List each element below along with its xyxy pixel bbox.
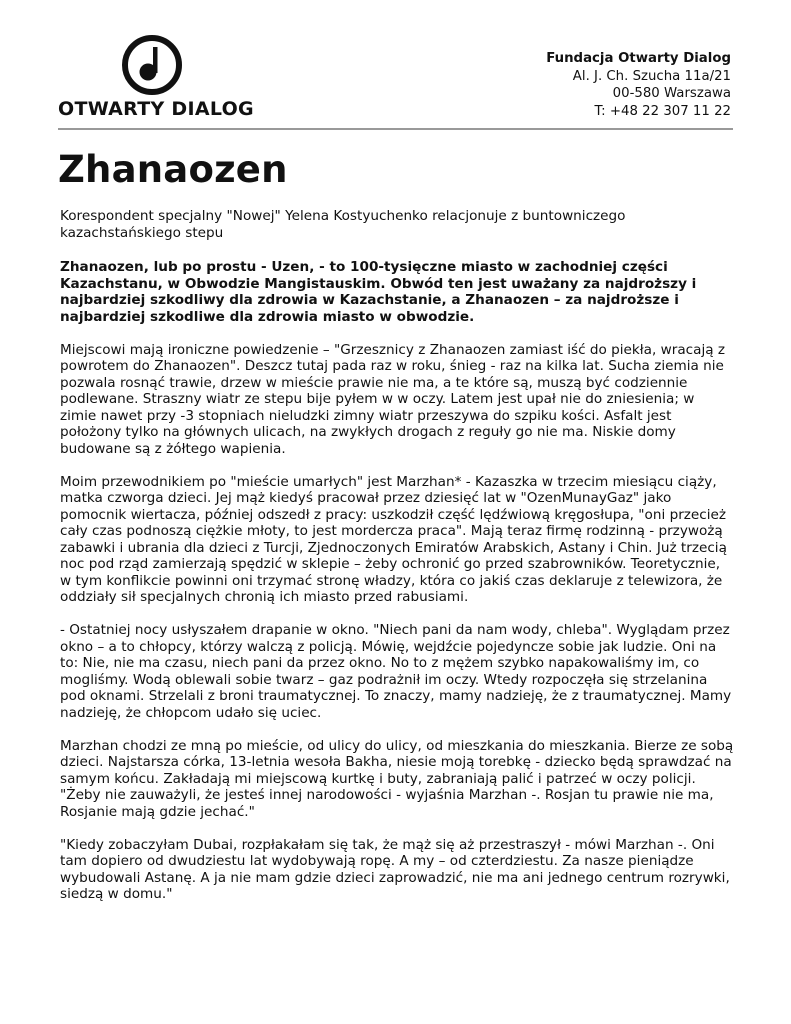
org-name: Fundacja Otwarty Dialog bbox=[546, 51, 731, 66]
paragraph: "Kiedy zobaczyłam Dubai, rozpłakałam się tak, że mąż się aż przestraszył - mówi Marzhan -. Oni tam dopiero od dwudziestu lat wydobywają ropę. A my – od czterdziestu. Za nasze pieniądze wybudowali Astanę. A ja nie mam gdzie dzieci zaprowadzić, nie ma ani jednego centrum rozrywki, siedzą w domu." bbox=[60, 836, 730, 902]
address-line-2: 00-580 Warszawa bbox=[612, 86, 731, 101]
header-divider bbox=[58, 128, 733, 130]
paragraph: Moim przewodnikiem po "mieście umarłych" jest Marzhan* - Kazaszka w trzecim miesiącu ciąży, matka czworga dzieci. Jej mąż kiedyś pracował przez dziesięć lat w "OzenMunayGaz" jako pomocnik wiertacza, później odszedł z pracy: uszkodził część lędźwiową kręgosłupa, "oni przecież cały czas podnoszą ciężkie młoty, to jest mordercza praca". Mają teraz firmę rodzinną - przywożą zabawki i ubrania dla dzieci z Turcji, Zjednoczonych Emiratów Arabskich, Astany i Chin. Już trzecią noc pod rząd zamierzają spędzić w sklepie – żeby ochronić go przed szabrownikόw. Teoretycznie, w tym konflikcie powinni oni trzymać stronę władzy, która co jakiś czas deklaruje z telewizora, że oddziały sił specjalnych chronią ich miasto przed rabusiami. bbox=[60, 473, 727, 605]
phone-number: T: +48 22 307 11 22 bbox=[594, 103, 731, 119]
address-line-1: Al. J. Ch. Szucha 11a/21 bbox=[572, 68, 731, 84]
organization-address bbox=[546, 50, 731, 120]
article-title: Zhanaozen bbox=[58, 148, 288, 191]
paragraph: Miejscowi mają ironiczne powiedzenie – "Grzesznicy z Zhanaozen zamiast iść do piekła, wracają z powrotem do Zhanaozen". Deszcz tutaj pada raz w roku, śnieg - raz na kilka lat. Sucha ziemia nie pozwala rosnąć trawie, drzew w mieście prawie nie ma, a te które są, muszą być codziennie podlewane. Straszny wiatr ze stepu bije pyłem w w oczy. Latem jest upał nie do zniesienia; w zimie nawet przy -3 stopniach nieludzki zimny wiatr przeszywa do szpiku kości. Asfalt jest położony tylko na głównych ulicach, na zwykłych drogach z reguły go nie ma. Niskie domy budowane są z żółtego wapienia. bbox=[60, 341, 726, 457]
music-note-logo-icon bbox=[121, 34, 183, 96]
article-subtitle: Korespondent specjalny "Nowej" Yelena Kostyuchenko relacjonuje z buntowniczego kazachstańskiego stepu bbox=[60, 208, 626, 241]
article-lead: Zhanaozen, lub po prostu - Uzen, - to 100-tysięczne miasto w zachodniej części Kazachstanu, w Obwodzie Mangistauskim. Obwód ten jest uważany za najdroższy i najbardziej szkodliwy dla zdrowia w Kazachstanie, a Zhanaozen – za najdroższe i najbardziej szkodliwe dla zdrowia miasto w obwodzie. bbox=[60, 259, 697, 325]
paragraph: - Ostatniej nocy usłyszałem drapanie w okno. "Niech pani da nam wody, chleba". Wyglądam przez okno – a to chłopcy, którzy walczą z policją. Mówię, wejdźcie pojedyncze sobie jak ludzie. Oni na to: Nie, nie ma czasu, niech pani da przez okno. No to z mężem szybko napakowaliśmy im, co mogliśmy. Wodą oblewali sobie twarz – gaz podrażnił im oczy. Wtedy rozpoczęła się strzelanina pod oknami. Strzelali z broni traumatycznej. To znaczy, mamy nadzieję, że z traumatycznej. Mamy nadzieję, że chłopcom udało się uciec. bbox=[60, 622, 732, 721]
article-body bbox=[60, 208, 734, 919]
paragraph: Marzhan chodzi ze mną po mieście, od ulicy do ulicy, od mieszkania do mieszkania. Bierze ze sobą dzieci. Najstarsza córka, 13-letnia wesoła Bakha, niesie moją torebkę - dziecko będą sprawdzać na samym końcu. Zakładają mi miejscową kurtkę i buty, zabraniają palić i patrzeć w oczy policji. "Żeby nie zauważyli, że jesteś innej narodowości - wyjaśnia Marzhan -. Rosjan tu prawie nie ma, Rosjanie mają gdzie jechać." bbox=[60, 737, 734, 820]
logo-text: OTWARTY DIALOG bbox=[58, 98, 254, 120]
